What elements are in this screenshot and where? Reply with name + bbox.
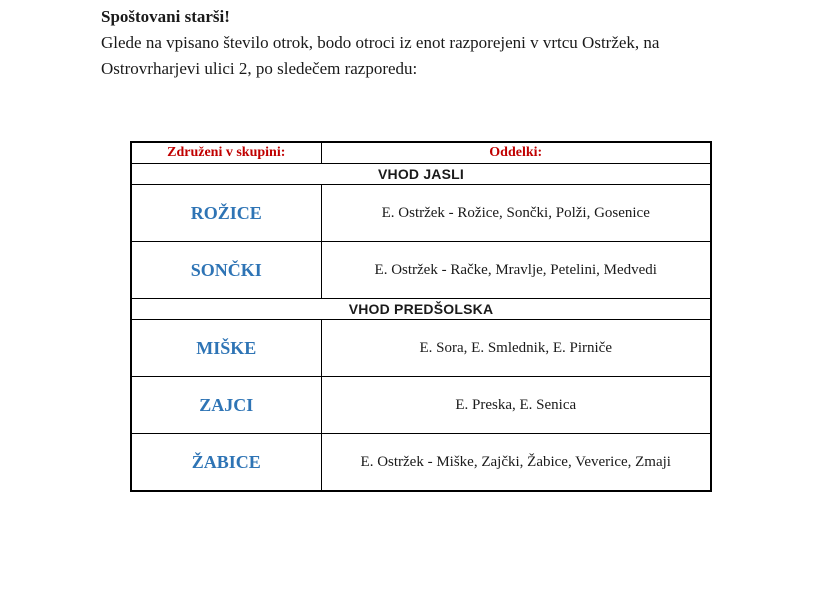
department-list: E. Preska, E. Senica: [321, 377, 711, 434]
group-name: ROŽICE: [131, 185, 321, 242]
table-row: [131, 185, 711, 242]
group-name: MIŠKE: [131, 320, 321, 377]
table-row: [131, 320, 711, 377]
greeting: Spoštovani starši!: [101, 7, 230, 26]
header-departments: Oddelki:: [321, 142, 711, 164]
section-row: [131, 164, 711, 185]
group-name: ŽABICE: [131, 434, 321, 492]
department-list: E. Ostržek - Rožice, Sončki, Polži, Gosenice: [321, 185, 711, 242]
schedule-table: [130, 141, 712, 492]
section-title-predsolska: VHOD PREDŠOLSKA: [131, 299, 711, 320]
section-row: [131, 299, 711, 320]
section-title-jasli: VHOD JASLI: [131, 164, 711, 185]
department-list: E. Sora, E. Smlednik, E. Pirniče: [321, 320, 711, 377]
group-name: ZAJCI: [131, 377, 321, 434]
intro-line-2: Ostrovrharjevi ulici 2, po sledečem razporedu:: [101, 59, 418, 78]
table-row: [131, 242, 711, 299]
table-header-row: [131, 142, 711, 164]
group-name: SONČKI: [131, 242, 321, 299]
table-row: [131, 434, 711, 492]
intro-text: [101, 4, 801, 82]
table-row: [131, 377, 711, 434]
department-list: E. Ostržek - Miške, Zajčki, Žabice, Veverice, Zmaji: [321, 434, 711, 492]
header-group: Združeni v skupini:: [131, 142, 321, 164]
intro-line-1: Glede na vpisano število otrok, bodo otroci iz enot razporejeni v vrtcu Ostržek, na: [101, 33, 660, 52]
department-list: E. Ostržek - Račke, Mravlje, Petelini, Medvedi: [321, 242, 711, 299]
